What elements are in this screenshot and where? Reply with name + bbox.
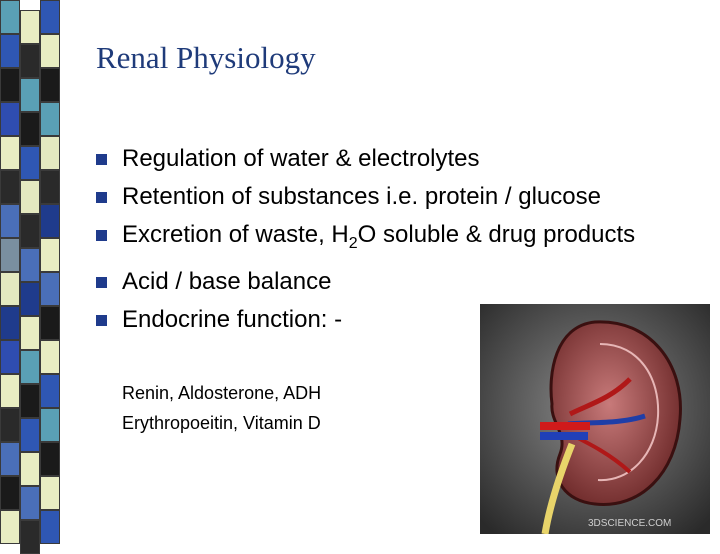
square-bullet-icon xyxy=(96,154,107,165)
strip-block xyxy=(20,350,40,384)
strip-block xyxy=(40,68,60,102)
square-bullet-icon xyxy=(96,230,107,241)
subscript: 2 xyxy=(348,234,358,252)
strip-block xyxy=(20,384,40,418)
square-bullet-icon xyxy=(96,192,107,203)
strip-block xyxy=(0,136,20,170)
sub-line: Renin, Aldosterone, ADH xyxy=(122,383,322,403)
watermark-text: 3DSCIENCE.COM xyxy=(588,518,672,529)
bullet-item xyxy=(96,182,696,212)
decorative-side-strip xyxy=(0,0,62,540)
strip-block xyxy=(40,306,60,340)
strip-block xyxy=(0,68,20,102)
bullet-item xyxy=(96,267,696,297)
strip-block xyxy=(0,340,20,374)
strip-block xyxy=(0,204,20,238)
strip-block xyxy=(20,418,40,452)
strip-block xyxy=(20,486,40,520)
strip-block xyxy=(0,408,20,442)
strip-block xyxy=(20,282,40,316)
bullet-text: Acid / base balance xyxy=(122,267,332,295)
strip-block xyxy=(0,102,20,136)
square-bullet-icon xyxy=(96,277,107,288)
strip-block xyxy=(40,238,60,272)
strip-block xyxy=(0,238,20,272)
kidney-illustration xyxy=(480,304,710,534)
strip-block xyxy=(0,442,20,476)
strip-block xyxy=(20,10,40,44)
bullet-text: Excretion of waste, H xyxy=(122,221,349,248)
strip-block xyxy=(40,0,60,34)
strip-block xyxy=(20,214,40,248)
strip-block xyxy=(40,102,60,136)
strip-block xyxy=(40,34,60,68)
sub-line: Erythropoeitin, Vitamin D xyxy=(122,413,321,433)
bullet-text: O soluble & drug products xyxy=(357,221,636,248)
strip-block xyxy=(40,204,60,238)
bullet-text: Retention of substances i.e. protein / glucose xyxy=(122,183,601,210)
strip-block xyxy=(20,112,40,146)
bullet-text: Endocrine function: - xyxy=(122,305,343,333)
strip-block xyxy=(20,316,40,350)
strip-block xyxy=(40,442,60,476)
strip-block xyxy=(40,510,60,544)
strip-block xyxy=(20,248,40,282)
strip-block xyxy=(20,452,40,486)
bullet-text: Regulation of water & electrolytes xyxy=(122,145,480,172)
strip-block xyxy=(40,476,60,510)
strip-block xyxy=(0,476,20,510)
strip-block xyxy=(40,136,60,170)
strip-block xyxy=(40,170,60,204)
strip-block xyxy=(20,78,40,112)
bullet-item xyxy=(96,220,696,259)
slide-title: Renal Physiology xyxy=(96,40,316,75)
strip-block xyxy=(20,520,40,554)
strip-block xyxy=(20,180,40,214)
strip-block xyxy=(40,374,60,408)
strip-block xyxy=(40,272,60,306)
strip-block xyxy=(20,44,40,78)
strip-block xyxy=(40,408,60,442)
strip-block xyxy=(0,0,20,34)
bullet-item xyxy=(96,144,696,174)
strip-block xyxy=(0,306,20,340)
strip-block xyxy=(0,374,20,408)
endocrine-sublist xyxy=(122,378,321,438)
strip-block xyxy=(40,340,60,374)
strip-block xyxy=(0,34,20,68)
strip-block xyxy=(20,146,40,180)
strip-block xyxy=(0,272,20,306)
strip-block xyxy=(0,510,20,544)
square-bullet-icon xyxy=(96,315,107,326)
strip-block xyxy=(0,170,20,204)
